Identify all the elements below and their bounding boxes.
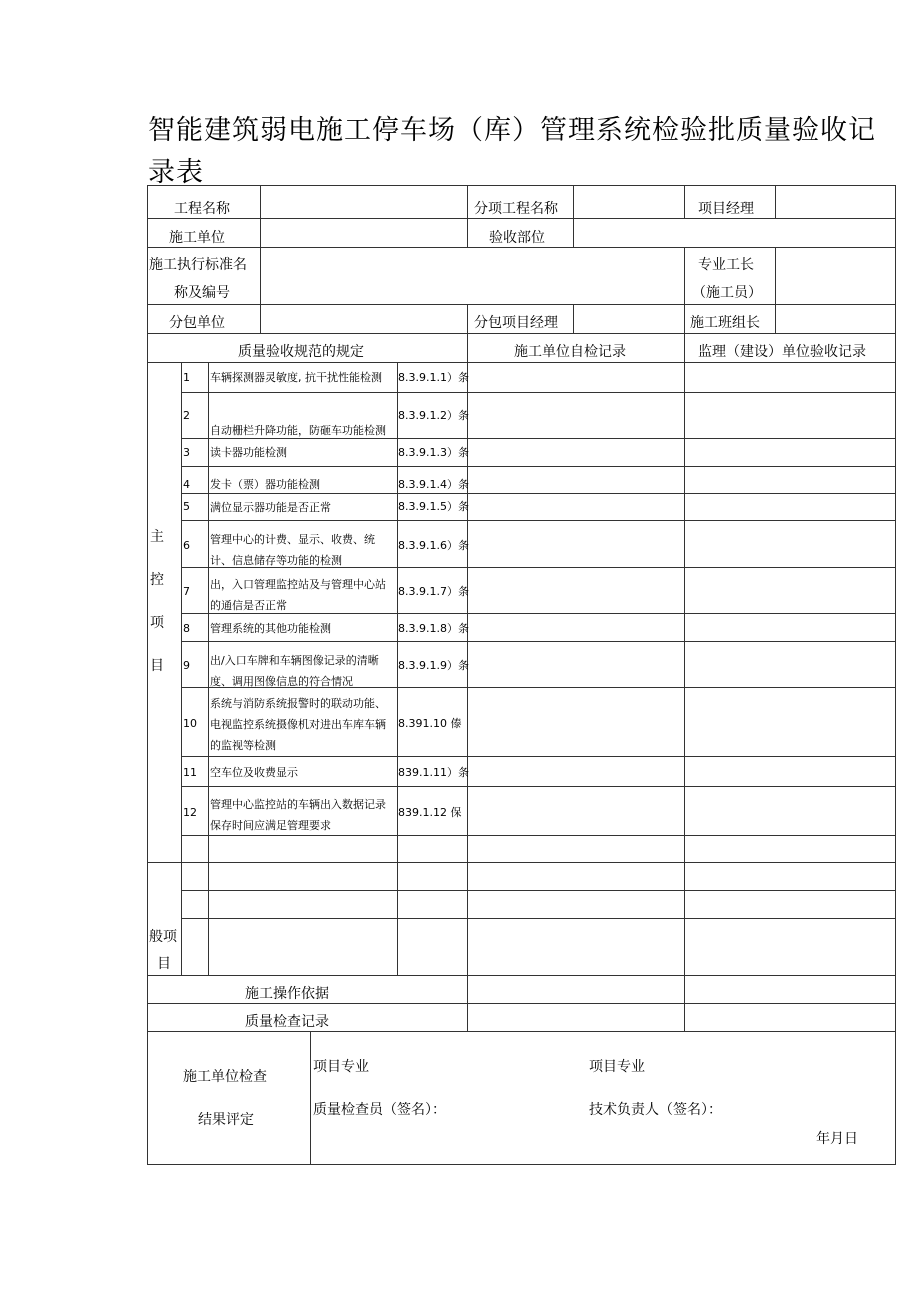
item-clause: 8.3.9.1.7）条 bbox=[398, 585, 469, 598]
main-control-label-char: 主 bbox=[150, 529, 164, 545]
general-items-label: 目 bbox=[157, 956, 171, 972]
foreman-label-line2: （施工员） bbox=[692, 285, 762, 301]
row-divider bbox=[181, 786, 896, 787]
item-clause: 8.3.9.1.3）条 bbox=[398, 446, 469, 459]
row-divider bbox=[181, 466, 896, 467]
item-text: 满位显示器功能是否正常 bbox=[210, 501, 331, 514]
row-divider bbox=[147, 1031, 896, 1032]
project-manager-label: 项目经理 bbox=[698, 201, 754, 217]
item-text: 系统与消防系统报警时的联动功能、电视监控系统摄像机对进出车库车辆的监视等检测 bbox=[210, 697, 386, 752]
item-text: 管理中心监控站的车辆出入数据记录保存时间应满足管理要求 bbox=[210, 798, 386, 832]
item-clause: 8.3.9.1.1）条 bbox=[398, 371, 469, 384]
item-clause: 8.3.9.1.5）条 bbox=[398, 500, 469, 513]
row-divider bbox=[181, 756, 896, 757]
acceptance-part-label: 验收部位 bbox=[489, 230, 545, 246]
supervision-column-header: 监理（建设）单位验收记录 bbox=[698, 344, 866, 360]
col-divider bbox=[775, 185, 776, 218]
col-divider bbox=[684, 333, 685, 1031]
item-clause: 839.1.11）条 bbox=[398, 766, 469, 779]
col-divider bbox=[467, 333, 468, 1031]
construction-unit-label: 施工单位 bbox=[169, 230, 225, 246]
row-divider bbox=[147, 1003, 896, 1004]
main-control-label-char: 控 bbox=[150, 572, 164, 588]
col-divider bbox=[260, 185, 261, 333]
col-divider bbox=[208, 362, 209, 975]
row-divider bbox=[181, 392, 896, 393]
item-text: 空车位及收费显示 bbox=[210, 766, 298, 779]
col-divider bbox=[181, 362, 182, 975]
general-items-label: 般项 bbox=[149, 929, 177, 945]
row-divider bbox=[147, 975, 896, 976]
item-clause: 8.3.9.1.2）条 bbox=[398, 409, 469, 422]
project-professional-label: 项目专业 bbox=[313, 1059, 369, 1075]
team-leader-label: 施工班组长 bbox=[690, 315, 760, 331]
date-label: 年月日 bbox=[816, 1131, 858, 1147]
item-clause: 8.391.10 傣 bbox=[398, 717, 462, 730]
col-divider bbox=[775, 247, 776, 333]
item-number: 8 bbox=[183, 622, 190, 635]
technical-lead-signature: 技术负责人（签名）： bbox=[589, 1102, 722, 1118]
item-text: 车辆探测器灵敏度, 抗干扰性能检测 bbox=[210, 371, 382, 384]
item-clause: 8.3.9.1.9）条 bbox=[398, 659, 469, 672]
project-professional-label: 项目专业 bbox=[589, 1059, 645, 1075]
standard-label-line2: 称及编号 bbox=[174, 285, 230, 301]
foreman-label-line1: 专业工长 bbox=[698, 257, 754, 273]
item-text: 管理中心的计费、显示、收费、统计、信息储存等功能的检测 bbox=[210, 533, 375, 567]
row-divider bbox=[181, 438, 896, 439]
item-clause: 8.3.9.1.8）条 bbox=[398, 622, 469, 635]
row-divider bbox=[147, 862, 896, 863]
evaluation-label-line1: 施工单位检查 bbox=[183, 1069, 267, 1085]
project-name-label: 工程名称 bbox=[174, 201, 230, 217]
main-control-label-char: 项 bbox=[150, 615, 164, 631]
item-number: 1 bbox=[183, 371, 190, 384]
quality-record-label: 质量检查记录 bbox=[245, 1014, 329, 1030]
document-title: 智能建筑弱电施工停车场（库）管理系统检验批质量验收记录表 bbox=[148, 115, 876, 188]
subcontract-unit-label: 分包单位 bbox=[169, 315, 225, 331]
item-number: 2 bbox=[183, 409, 190, 422]
item-clause: 839.1.12 保 bbox=[398, 806, 462, 819]
item-number: 7 bbox=[183, 585, 190, 598]
standard-label-line1: 施工执行标准名 bbox=[149, 257, 247, 273]
item-number: 12 bbox=[183, 806, 197, 819]
item-text: 发卡（票）器功能检测 bbox=[210, 478, 320, 491]
item-text: 自动栅栏升降功能，防砸车功能检测 bbox=[210, 424, 386, 437]
quality-inspector-signature: 质量检查员（签名）： bbox=[313, 1102, 446, 1118]
col-divider bbox=[684, 185, 685, 218]
item-number: 5 bbox=[183, 500, 190, 513]
col-divider bbox=[684, 247, 685, 333]
row-divider bbox=[181, 641, 896, 642]
row-divider bbox=[181, 890, 896, 891]
col-divider bbox=[573, 185, 574, 247]
self-check-column-header: 施工单位自检记录 bbox=[514, 344, 626, 360]
evaluation-label-line2: 结果评定 bbox=[198, 1112, 254, 1128]
item-number: 3 bbox=[183, 446, 190, 459]
item-number: 4 bbox=[183, 478, 190, 491]
item-text: 管理系统的其他功能检测 bbox=[210, 622, 331, 635]
col-divider bbox=[467, 185, 468, 247]
row-divider bbox=[181, 520, 896, 521]
row-divider bbox=[181, 493, 896, 494]
spec-column-header: 质量验收规范的规定 bbox=[238, 344, 364, 360]
item-number: 9 bbox=[183, 659, 190, 672]
item-text: 出，入口管理监控站及与管理中心站的通信是否正常 bbox=[210, 578, 386, 612]
item-number: 11 bbox=[183, 766, 197, 779]
construction-basis-label: 施工操作依据 bbox=[245, 986, 329, 1002]
col-divider bbox=[310, 1031, 311, 1165]
row-divider bbox=[181, 918, 896, 919]
item-text: 出/入口车牌和车辆图像记录的清晰度、调用图像信息的符合情况 bbox=[210, 654, 379, 688]
row-divider bbox=[147, 333, 896, 334]
col-divider bbox=[467, 304, 468, 333]
subcontract-pm-label: 分包项目经理 bbox=[474, 315, 558, 331]
row-divider bbox=[147, 362, 896, 363]
item-number: 6 bbox=[183, 539, 190, 552]
item-number: 10 bbox=[183, 717, 197, 730]
item-clause: 8.3.9.1.4）条 bbox=[398, 478, 469, 491]
col-divider bbox=[573, 304, 574, 333]
main-control-label-char: 目 bbox=[150, 658, 164, 674]
item-clause: 8.3.9.1.6）条 bbox=[398, 539, 469, 552]
sub-project-name-label: 分项工程名称 bbox=[474, 201, 558, 217]
item-text: 读卡器功能检测 bbox=[210, 446, 287, 459]
